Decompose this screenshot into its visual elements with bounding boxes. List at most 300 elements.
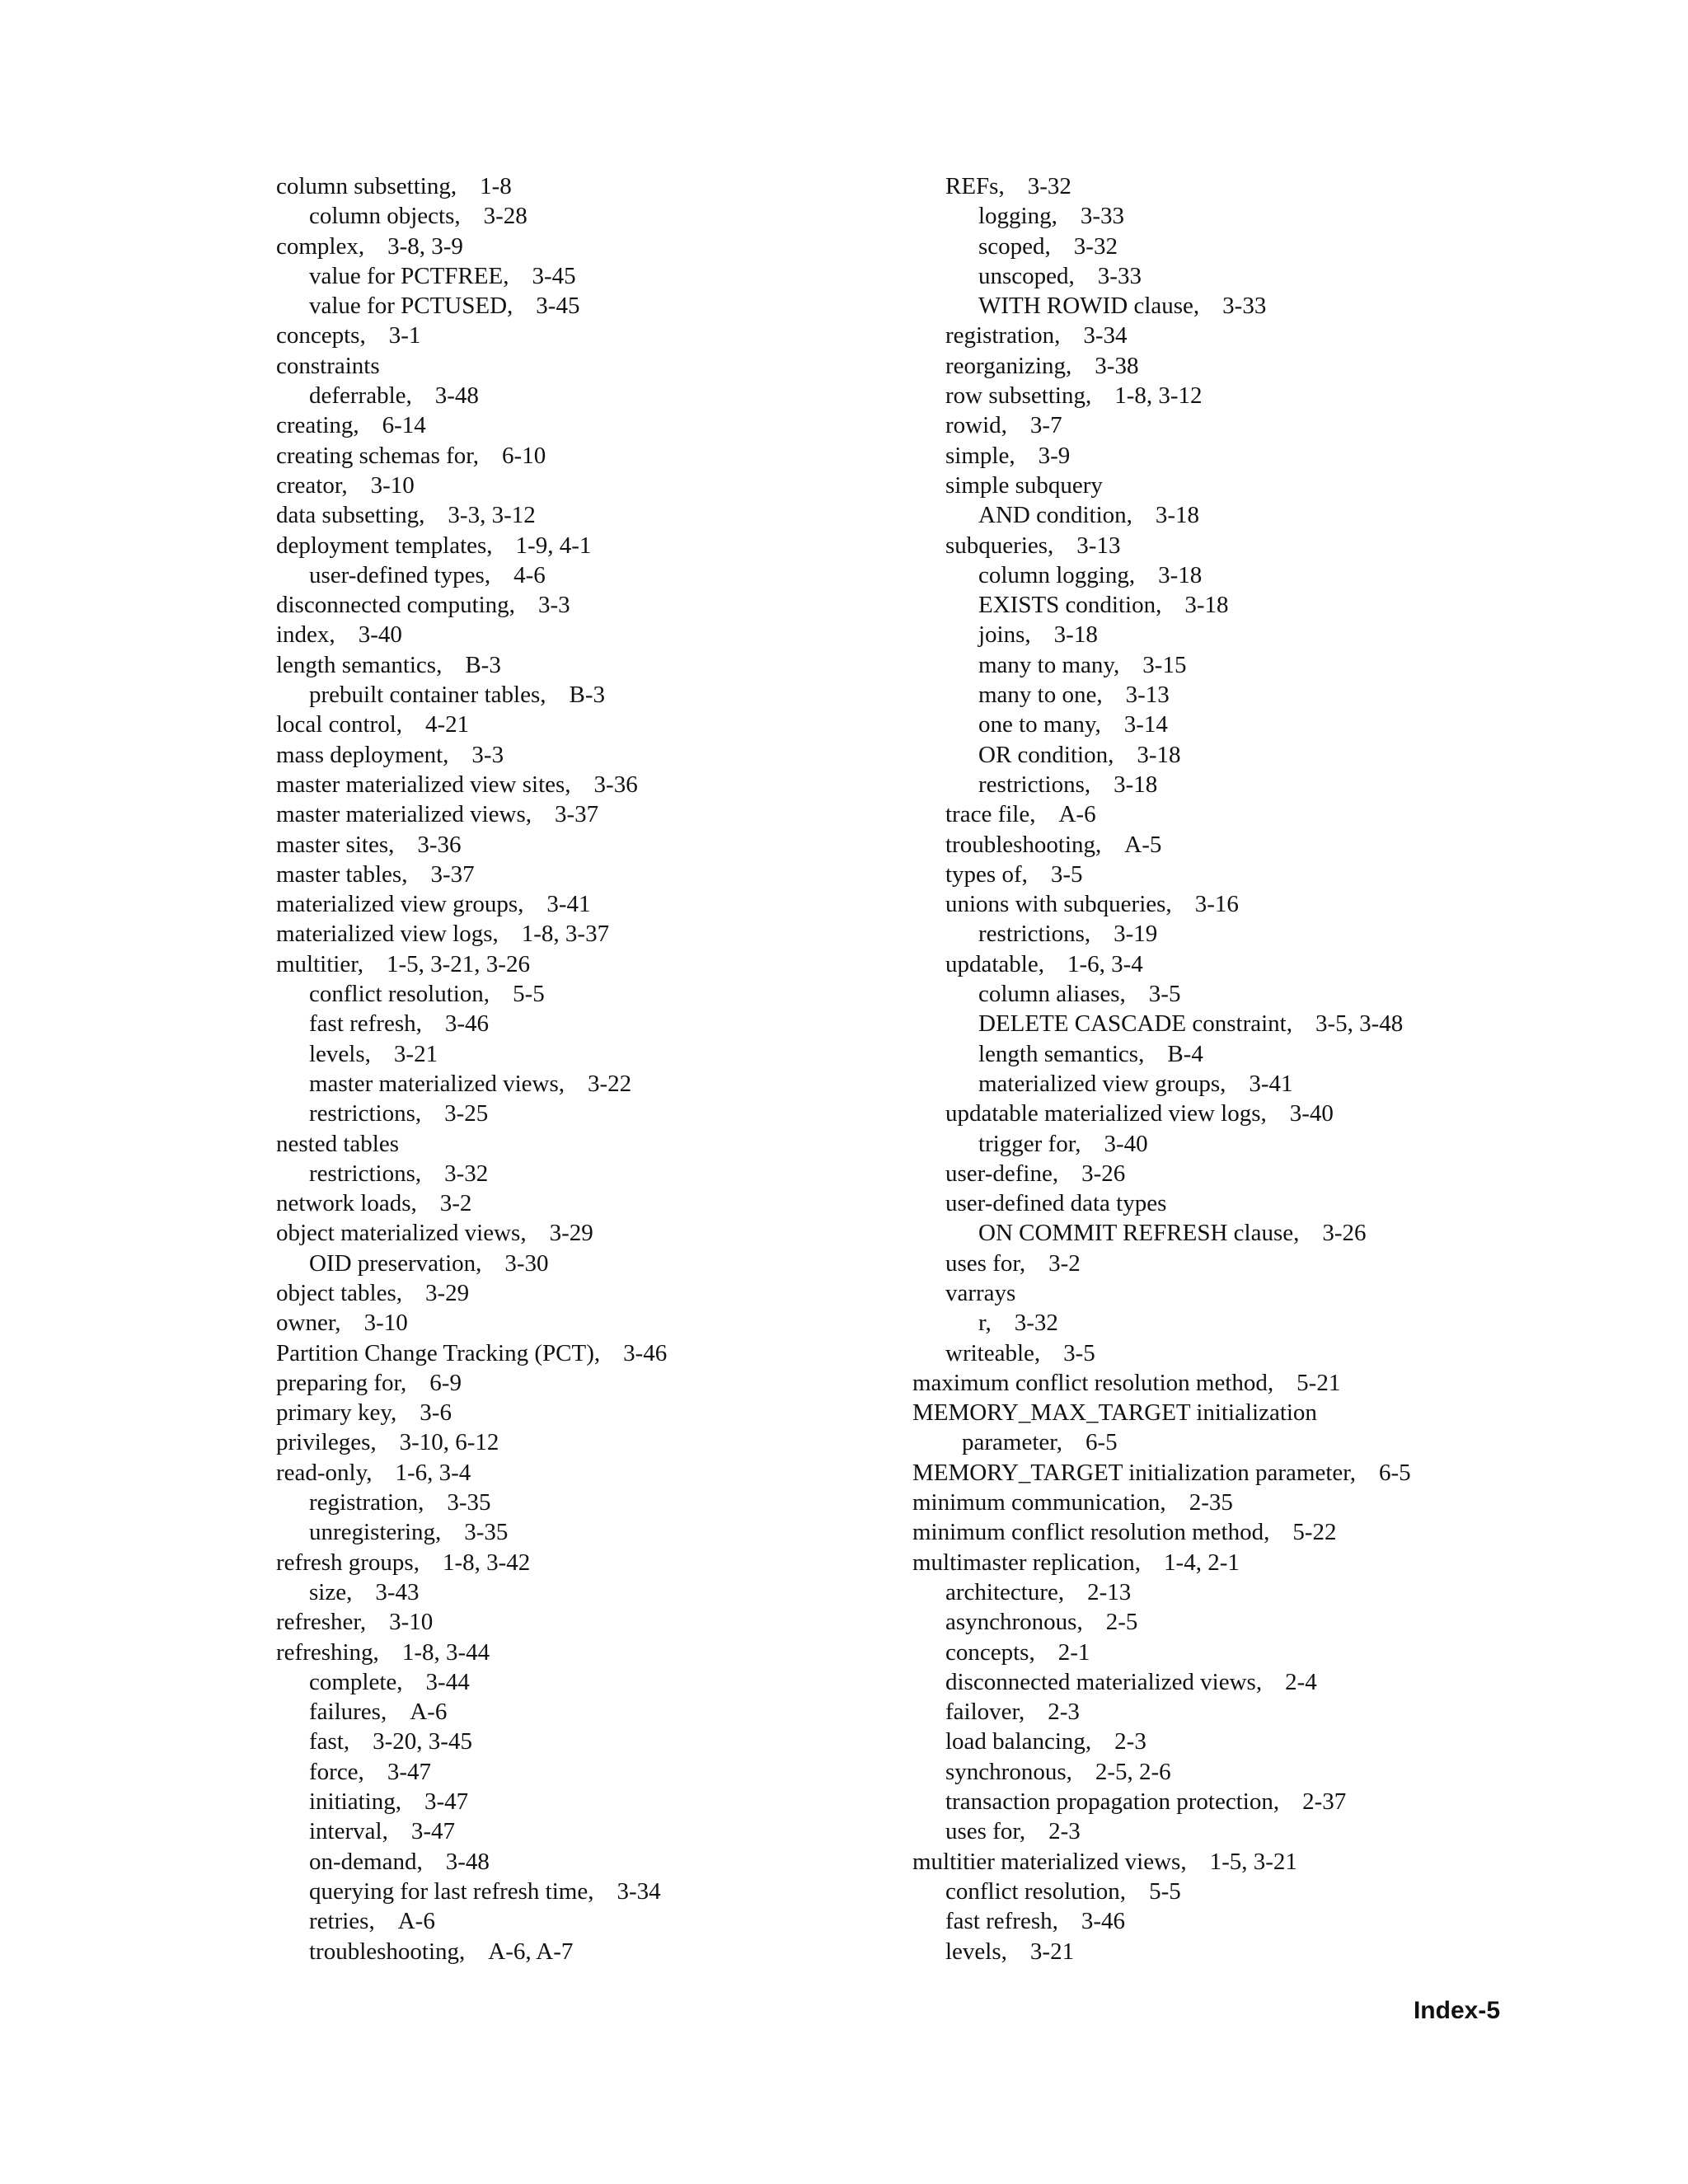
index-entry	[276, 1458, 903, 1488]
page-reference[interactable]: 3-36	[417, 831, 462, 858]
index-entry	[912, 1607, 1539, 1637]
index-entry	[912, 919, 1539, 949]
index-term: privileges,	[276, 1429, 377, 1456]
page-reference[interactable]: 3-21	[393, 1040, 438, 1067]
index-term: data subsetting,	[276, 502, 425, 529]
page-reference[interactable]: 6-5	[1085, 1429, 1118, 1456]
page-reference[interactable]: 3-3, 3-12	[448, 502, 536, 529]
page-reference[interactable]: 6-10	[502, 442, 546, 469]
page-reference[interactable]: 1-8, 3-42	[442, 1549, 531, 1576]
index-term: many to one,	[978, 682, 1103, 709]
page-reference[interactable]: 3-9	[1038, 442, 1071, 469]
page-reference[interactable]: 3-47	[424, 1788, 469, 1816]
index-term: registration,	[945, 322, 1061, 349]
index-entry	[276, 1338, 903, 1368]
page-reference[interactable]: 3-2	[1048, 1249, 1081, 1277]
index-term: fast,	[309, 1728, 350, 1755]
page-reference[interactable]: 4-21	[425, 711, 470, 738]
index-entry	[276, 471, 903, 500]
page-reference[interactable]: 3-5, 3-48	[1315, 1010, 1404, 1038]
page-reference[interactable]: 2-35	[1189, 1489, 1233, 1516]
index-term: deferrable,	[309, 382, 412, 410]
index-term: network loads,	[276, 1190, 417, 1217]
page-reference[interactable]: 3-3	[471, 741, 504, 768]
index-entry	[276, 1847, 903, 1877]
index-term: maximum conflict resolution method,	[912, 1369, 1274, 1396]
page-reference[interactable]: 3-47	[387, 1758, 431, 1785]
page-reference[interactable]: A-6	[397, 1908, 435, 1935]
index-entry	[912, 770, 1539, 799]
index-entry	[276, 1188, 903, 1218]
index-entry	[276, 1638, 903, 1667]
index-entry	[276, 261, 903, 291]
index-term: local control,	[276, 711, 403, 738]
index-term: logging,	[978, 203, 1057, 230]
page-reference[interactable]: 3-34	[617, 1877, 661, 1905]
page-reference[interactable]: A-6	[1058, 801, 1096, 828]
page-reference[interactable]: 3-15	[1142, 651, 1187, 678]
page-reference[interactable]: 3-18	[1158, 561, 1203, 588]
index-term: master sites,	[276, 831, 395, 858]
index-term: complex,	[276, 232, 365, 260]
page-reference[interactable]: 3-13	[1125, 682, 1170, 709]
index-entry	[276, 979, 903, 1009]
index-entry	[912, 650, 1539, 680]
index-term: Partition Change Tracking (PCT),	[276, 1339, 601, 1366]
index-term: restrictions,	[309, 1160, 422, 1187]
index-entry	[912, 1338, 1539, 1368]
index-entry	[912, 1906, 1539, 1936]
index-term: multitier materialized views,	[912, 1848, 1187, 1875]
page-reference[interactable]: 3-18	[1137, 741, 1181, 768]
page-reference[interactable]: 3-18	[1155, 502, 1200, 529]
page-reference[interactable]: 2-1	[1057, 1638, 1090, 1666]
page-reference[interactable]: 3-8, 3-9	[387, 232, 463, 260]
index-entry	[276, 1218, 903, 1248]
index-term: user-define,	[945, 1160, 1059, 1187]
index-entry	[276, 531, 903, 560]
index-entry	[276, 351, 903, 381]
index-term: conflict resolution,	[309, 981, 490, 1008]
page-reference[interactable]: A-6, A-7	[488, 1938, 574, 1965]
index-entry	[276, 710, 903, 739]
index-entry	[276, 1577, 903, 1607]
index-term: troubleshooting,	[309, 1938, 466, 1965]
index-term: column subsetting,	[276, 173, 457, 199]
index-entry	[276, 1816, 903, 1846]
index-entry	[912, 1727, 1539, 1756]
page-reference[interactable]: 3-32	[1027, 173, 1071, 199]
index-term: length semantics,	[978, 1040, 1145, 1067]
index-term: updatable,	[945, 950, 1044, 977]
index-term: OR condition,	[978, 741, 1114, 768]
page-reference[interactable]: 3-37	[430, 860, 475, 888]
page-reference[interactable]: 2-13	[1087, 1578, 1132, 1605]
index-term: primary key,	[276, 1399, 397, 1427]
index-entry	[912, 441, 1539, 471]
index-entry	[912, 1877, 1539, 1906]
page-reference[interactable]: 3-46	[1081, 1908, 1126, 1935]
page-reference[interactable]: 5-22	[1292, 1519, 1337, 1546]
page-reference[interactable]: 3-7	[1029, 412, 1062, 439]
index-term: scoped,	[978, 232, 1051, 260]
index-term: length semantics,	[276, 651, 443, 678]
index-term: column aliases,	[978, 981, 1126, 1008]
page-reference[interactable]: 3-10, 6-12	[399, 1429, 499, 1456]
index-term: registration,	[309, 1489, 424, 1516]
index-entry	[912, 381, 1539, 410]
index-term: parameter,	[962, 1429, 1063, 1456]
page-reference[interactable]: B-4	[1167, 1040, 1203, 1067]
page-reference[interactable]: 5-5	[513, 981, 545, 1008]
page-reference[interactable]: 3-41	[546, 891, 591, 918]
index-term: varrays	[945, 1279, 1016, 1306]
index-entry	[276, 1787, 903, 1816]
page-reference[interactable]: 4-6	[513, 561, 546, 588]
index-term: synchronous,	[945, 1758, 1072, 1785]
page-reference[interactable]: 2-3	[1114, 1728, 1146, 1755]
index-term: conflict resolution,	[945, 1877, 1127, 1905]
index-entry	[912, 1099, 1539, 1128]
page-reference[interactable]: 3-32	[1014, 1310, 1058, 1337]
page-reference[interactable]: 3-2	[439, 1190, 472, 1217]
index-entry	[912, 1308, 1539, 1338]
page-reference[interactable]: 3-5	[1148, 981, 1181, 1008]
index-term: refresh groups,	[276, 1549, 420, 1576]
index-term: architecture,	[945, 1578, 1065, 1605]
page-reference[interactable]: 3-46	[444, 1010, 490, 1038]
index-term: trigger for,	[978, 1130, 1081, 1157]
index-term: uses for,	[945, 1249, 1026, 1277]
index-entry	[276, 1099, 903, 1128]
index-term: concepts,	[945, 1638, 1035, 1666]
page-reference[interactable]: 3-44	[425, 1668, 470, 1695]
page-reference[interactable]: 3-38	[1095, 352, 1139, 379]
index-term: owner,	[276, 1310, 341, 1337]
index-term: rowid,	[945, 412, 1007, 439]
index-term: failures,	[309, 1699, 387, 1726]
page-reference[interactable]: 3-10	[363, 1310, 408, 1337]
index-term: failover,	[945, 1699, 1025, 1726]
index-term: updatable materialized view logs,	[945, 1100, 1267, 1127]
page-reference[interactable]: 3-29	[425, 1279, 470, 1306]
index-entry	[276, 560, 903, 590]
index-term: OID preservation,	[309, 1249, 482, 1277]
page-reference[interactable]: 3-10	[389, 1609, 434, 1636]
page-reference[interactable]: 3-5	[1050, 860, 1083, 888]
index-entry	[912, 531, 1539, 560]
index-term: levels,	[945, 1938, 1007, 1965]
index-entry	[912, 1039, 1539, 1069]
index-entry	[912, 889, 1539, 919]
page-reference[interactable]: 3-40	[358, 621, 402, 649]
index-term: disconnected computing,	[276, 592, 515, 619]
page-number: Index-5	[1413, 1997, 1500, 2024]
index-entry	[912, 1548, 1539, 1577]
index-entry	[912, 1427, 1539, 1457]
index-term: simple,	[945, 442, 1015, 469]
index-term: value for PCTUSED,	[309, 293, 513, 320]
page-reference[interactable]: 3-33	[1097, 262, 1142, 289]
index-term: interval,	[309, 1818, 388, 1845]
page-reference[interactable]: 3-22	[588, 1070, 632, 1097]
index-term: creating,	[276, 412, 359, 439]
page-reference[interactable]: A-6	[410, 1699, 448, 1726]
page-reference[interactable]: 3-29	[549, 1220, 593, 1247]
index-term: simple subquery	[945, 471, 1103, 499]
index-term: minimum conflict resolution method,	[912, 1519, 1270, 1546]
page-reference[interactable]: 1-5, 3-21, 3-26	[386, 950, 530, 977]
index-term: fast refresh,	[309, 1010, 422, 1038]
page-reference[interactable]: 1-6, 3-4	[395, 1459, 471, 1486]
page-reference[interactable]: 3-18	[1114, 771, 1158, 798]
page-reference[interactable]: 1-8, 3-12	[1114, 382, 1203, 410]
index-term: uses for,	[945, 1818, 1026, 1845]
index-entry	[276, 1039, 903, 1069]
page-reference[interactable]: 3-26	[1322, 1220, 1367, 1247]
page-reference[interactable]: 3-40	[1289, 1100, 1334, 1127]
index-entry	[912, 1249, 1539, 1278]
index-term: levels,	[309, 1040, 371, 1067]
index-entry	[912, 1458, 1539, 1488]
page-reference[interactable]: 6-9	[429, 1369, 462, 1396]
page-reference[interactable]: 1-5, 3-21	[1209, 1848, 1297, 1875]
index-entry	[276, 321, 903, 350]
index-term: constraints	[276, 352, 380, 379]
index-term: on-demand,	[309, 1848, 423, 1875]
index-term: restrictions,	[978, 771, 1091, 798]
page-reference[interactable]: 1-6, 3-4	[1067, 950, 1143, 977]
page-reference[interactable]: 3-45	[532, 262, 576, 289]
index-term: column logging,	[978, 561, 1136, 588]
index-entry	[276, 1937, 903, 1966]
index-term: ON COMMIT REFRESH clause,	[978, 1220, 1300, 1247]
index-term: WITH ROWID clause,	[978, 293, 1200, 320]
index-entry	[276, 1697, 903, 1727]
index-term: row subsetting,	[945, 382, 1092, 410]
index-term: concepts,	[276, 322, 366, 349]
index-entry	[912, 291, 1539, 321]
index-term: object materialized views,	[276, 1220, 527, 1247]
index-entry	[276, 201, 903, 231]
index-term: MEMORY_TARGET initialization parameter,	[912, 1459, 1357, 1486]
index-term: master materialized view sites,	[276, 771, 571, 798]
index-entry	[912, 351, 1539, 381]
index-entry	[276, 1517, 903, 1547]
index-term: materialized view logs,	[276, 921, 499, 948]
page-reference[interactable]: 3-25	[444, 1100, 489, 1127]
page-reference[interactable]: 6-5	[1379, 1459, 1411, 1486]
index-entry	[912, 1488, 1539, 1517]
index-entry	[276, 1427, 903, 1457]
page-reference[interactable]: 2-5, 2-6	[1095, 1758, 1171, 1785]
page-reference[interactable]: 3-48	[434, 382, 479, 410]
page-reference[interactable]: 3-14	[1123, 711, 1168, 738]
index-term: materialized view groups,	[978, 1070, 1226, 1097]
index-term: read-only,	[276, 1459, 373, 1486]
index-entry	[276, 1667, 903, 1697]
index-entry	[912, 1218, 1539, 1248]
page-reference[interactable]: A-5	[1124, 831, 1162, 858]
index-entry	[276, 1368, 903, 1398]
index-entry	[912, 1757, 1539, 1787]
index-term: r,	[978, 1310, 992, 1337]
index-term: creating schemas for,	[276, 442, 480, 469]
index-term: object tables,	[276, 1279, 403, 1306]
page-reference[interactable]: 3-35	[464, 1519, 509, 1546]
index-column-left	[276, 171, 903, 1966]
index-entry	[276, 680, 903, 710]
page-reference[interactable]: 3-19	[1114, 921, 1158, 948]
index-term: multimaster replication,	[912, 1549, 1142, 1576]
index-entry	[912, 1638, 1539, 1667]
page-reference[interactable]: 3-20, 3-45	[373, 1728, 472, 1755]
index-term: refresher,	[276, 1609, 367, 1636]
page-reference[interactable]: 6-14	[382, 412, 426, 439]
index-entry	[276, 1607, 903, 1637]
page-reference[interactable]: 1-8, 3-44	[401, 1638, 490, 1666]
index-term: fast refresh,	[945, 1908, 1058, 1935]
page-reference[interactable]: 3-47	[410, 1818, 455, 1845]
index-entry	[912, 1517, 1539, 1547]
index-entry	[912, 979, 1539, 1009]
index-entry	[912, 1667, 1539, 1697]
index-term: retries,	[309, 1908, 375, 1935]
index-entry	[276, 1009, 903, 1038]
page-reference[interactable]: 1-8	[480, 173, 512, 199]
page-reference[interactable]: 3-33	[1222, 293, 1267, 320]
page-reference[interactable]: B-3	[465, 651, 501, 678]
page-reference[interactable]: 3-36	[593, 771, 638, 798]
index-entry	[912, 1159, 1539, 1188]
index-entry	[276, 381, 903, 410]
page-reference[interactable]: 3-41	[1249, 1070, 1293, 1097]
index-entry	[276, 1548, 903, 1577]
page-reference[interactable]: 3-48	[445, 1848, 490, 1875]
index-entry	[912, 590, 1539, 620]
page-reference[interactable]: 2-3	[1048, 1699, 1080, 1726]
index-entry	[276, 590, 903, 620]
index-term: transaction propagation protection,	[945, 1788, 1280, 1816]
page-reference[interactable]: 3-6	[420, 1399, 452, 1427]
index-term: restrictions,	[309, 1100, 422, 1127]
index-entry	[912, 1847, 1539, 1877]
index-entry	[912, 620, 1539, 649]
index-term: unscoped,	[978, 262, 1075, 289]
page-reference[interactable]: 3-32	[1073, 232, 1118, 260]
page-reference[interactable]: 3-43	[375, 1578, 420, 1605]
index-entry	[276, 410, 903, 440]
page-reference[interactable]: 2-3	[1048, 1818, 1081, 1845]
index-term: EXISTS condition,	[978, 592, 1162, 619]
page-reference[interactable]: 3-3	[537, 592, 570, 619]
index-entry	[276, 1278, 903, 1308]
index-entry	[912, 1937, 1539, 1966]
page-reference[interactable]: 1-8, 3-37	[521, 921, 610, 948]
page-reference[interactable]: 3-37	[555, 801, 599, 828]
page-reference[interactable]: 3-13	[1076, 532, 1121, 559]
index-entry	[912, 410, 1539, 440]
index-entry	[912, 171, 1539, 201]
page-reference[interactable]: 3-33	[1080, 203, 1125, 230]
index-entry	[276, 1308, 903, 1338]
index-term: complete,	[309, 1668, 403, 1695]
page-reference[interactable]: 5-21	[1296, 1369, 1341, 1396]
page-reference[interactable]: 3-30	[504, 1249, 549, 1277]
page-reference[interactable]: 3-28	[483, 203, 528, 230]
index-entry	[276, 171, 903, 201]
index-entry	[912, 1816, 1539, 1846]
index-term: multitier,	[276, 950, 363, 977]
index-term: user-defined types,	[309, 561, 491, 588]
index-entry	[276, 1906, 903, 1936]
index-term: trace file,	[945, 801, 1036, 828]
page-reference[interactable]: 2-4	[1285, 1668, 1317, 1695]
index-term: AND condition,	[978, 502, 1132, 529]
index-term: subqueries,	[945, 532, 1054, 559]
page-reference[interactable]: 3-32	[444, 1160, 489, 1187]
index-entry	[912, 1129, 1539, 1159]
index-entry	[912, 1009, 1539, 1038]
index-entry	[912, 261, 1539, 291]
index-entry	[912, 1577, 1539, 1607]
page-reference[interactable]: 3-26	[1081, 1160, 1126, 1187]
index-entry	[276, 1249, 903, 1278]
index-entry	[276, 949, 903, 979]
index-term: joins,	[978, 621, 1031, 649]
index-term: deployment templates,	[276, 532, 493, 559]
index-term: prebuilt container tables,	[309, 682, 546, 709]
page-reference[interactable]: 3-21	[1029, 1938, 1075, 1965]
index-term: disconnected materialized views,	[945, 1668, 1263, 1695]
index-term: unions with subqueries,	[945, 891, 1172, 918]
index-entry	[912, 201, 1539, 231]
index-entry	[276, 232, 903, 261]
page-reference[interactable]: 3-45	[536, 293, 580, 320]
page-reference[interactable]: 3-16	[1194, 891, 1239, 918]
index-entry	[276, 1398, 903, 1427]
page-reference[interactable]: 3-34	[1083, 322, 1128, 349]
page-reference[interactable]: 1-4, 2-1	[1164, 1549, 1240, 1576]
index-term: one to many,	[978, 711, 1101, 738]
index-entry	[276, 1727, 903, 1756]
index-entry	[912, 321, 1539, 350]
page-reference[interactable]: B-3	[569, 682, 605, 709]
page-reference[interactable]: 3-46	[623, 1339, 668, 1366]
page-reference[interactable]: 3-1	[388, 322, 421, 349]
page-reference[interactable]: 2-37	[1302, 1788, 1347, 1816]
page-reference[interactable]: 3-10	[370, 471, 415, 499]
index-entry	[912, 740, 1539, 770]
index-term: preparing for,	[276, 1369, 407, 1396]
page-reference[interactable]: 3-40	[1104, 1130, 1148, 1157]
page-reference[interactable]: 5-5	[1149, 1877, 1181, 1905]
index-term: creator,	[276, 471, 348, 499]
page-reference[interactable]: 1-9, 4-1	[515, 532, 592, 559]
index-term: refreshing,	[276, 1638, 379, 1666]
page-reference[interactable]: 3-35	[447, 1489, 491, 1516]
index-entry	[276, 919, 903, 949]
index-entry	[912, 471, 1539, 500]
page-reference[interactable]: 3-18	[1184, 592, 1229, 619]
index-entry	[276, 740, 903, 770]
index-entry	[912, 1278, 1539, 1308]
index-term: force,	[309, 1758, 364, 1785]
index-term: troubleshooting,	[945, 831, 1102, 858]
page-reference[interactable]: 3-18	[1053, 621, 1098, 649]
page-reference[interactable]: 2-5	[1105, 1609, 1138, 1636]
page-reference[interactable]: 3-5	[1063, 1339, 1095, 1366]
